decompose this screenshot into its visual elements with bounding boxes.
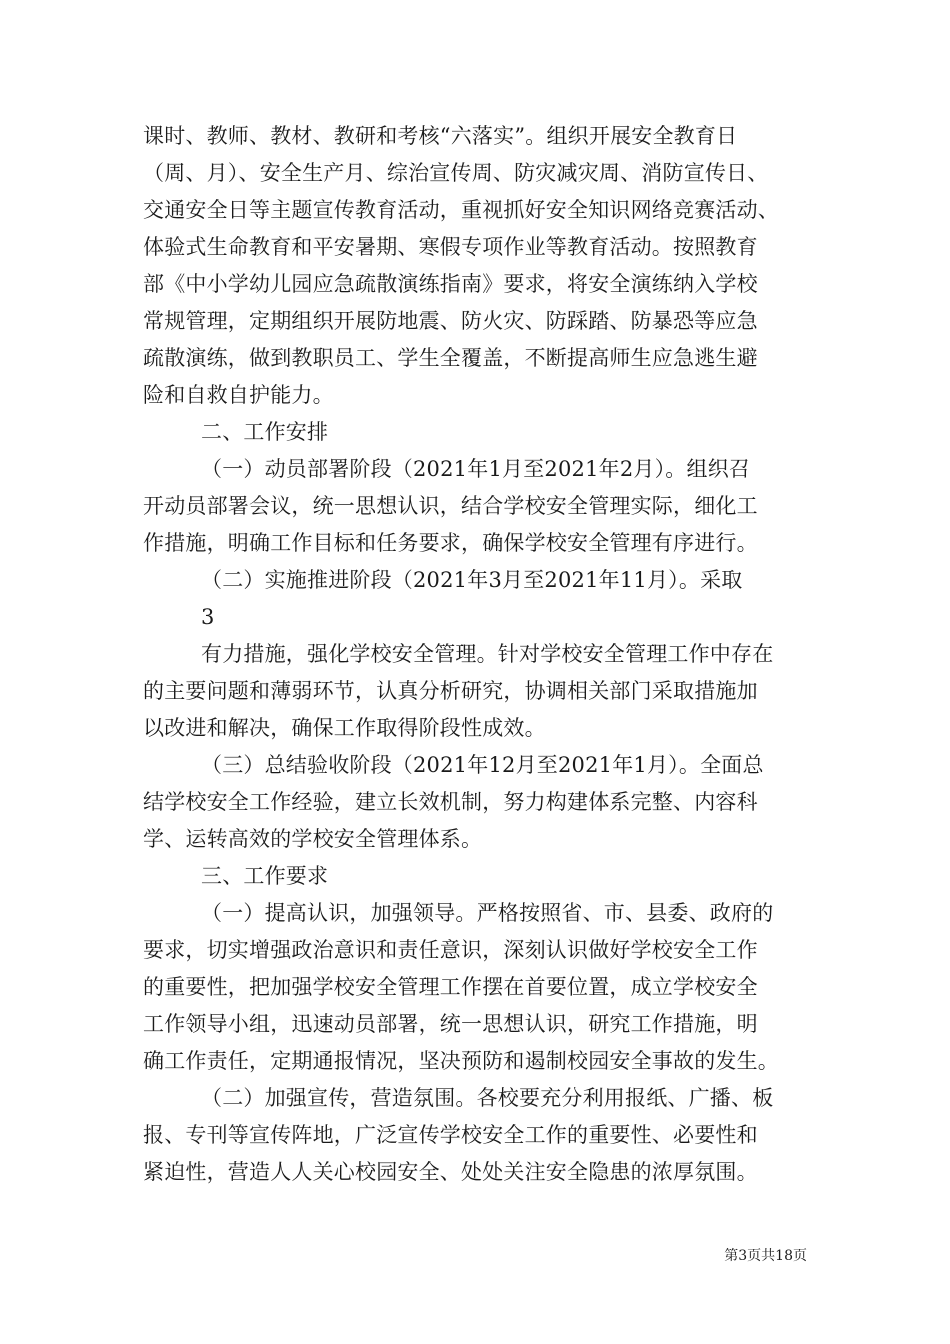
text-line: 有力措施，强化学校安全管理。针对学校安全管理工作中存在 xyxy=(201,642,774,666)
text-line: 学、运转高效的学校安全管理体系。 xyxy=(143,827,483,851)
text-line: （三）总结验收阶段（2021年12月至2021年1月）。全面总 xyxy=(201,753,764,777)
text-line: （二）加强宣传，营造氛围。各校要充分利用报纸、广播、板 xyxy=(201,1086,774,1110)
text-line: 险和自救自护能力。 xyxy=(143,383,334,407)
text-line: 开动员部署会议，统一思想认识，结合学校安全管理实际，细化工 xyxy=(143,494,758,518)
document-body xyxy=(143,118,813,1191)
text-line: 常规管理，定期组织开展防地震、防火灾、防踩踏、防暴恐等应急 xyxy=(143,309,758,333)
text-line: （一）动员部署阶段（2021年1月至2021年2月）。组织召 xyxy=(201,457,751,481)
section-heading: 三、工作要求 xyxy=(201,864,329,888)
text-line: 以改进和解决，确保工作取得阶段性成效。 xyxy=(143,716,546,740)
text-line: （一）提高认识，加强领导。严格按照省、市、县委、政府的 xyxy=(201,901,774,925)
text-line: 确工作责任，定期通报情况，坚决预防和遏制校园安全事故的发生。 xyxy=(143,1049,779,1073)
text-line: 作措施，明确工作目标和任务要求，确保学校安全管理有序进行。 xyxy=(143,531,758,555)
text-line: 疏散演练，做到教职员工、学生全覆盖，不断提高师生应急逃生避 xyxy=(143,346,758,370)
text-line: （周、月）、安全生产月、综治宣传周、防灾减灾周、消防宣传日、 xyxy=(143,161,769,185)
text-line: 交通安全日等主题宣传教育活动，重视抓好安全知识网络竞赛活动、 xyxy=(143,198,779,222)
text-line: 体验式生命教育和平安暑期、寒假专项作业等教育活动。按照教育 xyxy=(143,235,758,259)
text-line: 的重要性，把加强学校安全管理工作摆在首要位置，成立学校安全 xyxy=(143,975,758,999)
text-line: 紧迫性，营造人人关心校园安全、处处关注安全隐患的浓厚氛围。 xyxy=(143,1160,758,1184)
text-line: 工作领导小组，迅速动员部署，统一思想认识，研究工作措施，明 xyxy=(143,1012,758,1036)
text-line: 的主要问题和薄弱环节，认真分析研究，协调相关部门采取措施加 xyxy=(143,679,758,703)
page-footer xyxy=(0,1245,807,1265)
text-line: （二）实施推进阶段（2021年3月至2021年11月）。采取 xyxy=(201,568,743,592)
text-line: 课时、教师、教材、教研和考核“六落实”。组织开展安全教育日 xyxy=(143,124,738,148)
section-heading: 二、工作安排 xyxy=(201,420,329,444)
text-line: 部《中小学幼儿园应急疏散演练指南》要求，将安全演练纳入学校 xyxy=(143,272,758,296)
text-line: 报、专刊等宣传阵地，广泛宣传学校安全工作的重要性、必要性和 xyxy=(143,1123,758,1147)
page-number-label: 第3页共18页 xyxy=(724,1248,807,1264)
text-line: 结学校安全工作经验，建立长效机制，努力构建体系完整、内容科 xyxy=(143,790,758,814)
page-number-mark: 3 xyxy=(201,605,215,629)
text-line: 要求，切实增强政治意识和责任意识，深刻认识做好学校安全工作 xyxy=(143,938,758,962)
